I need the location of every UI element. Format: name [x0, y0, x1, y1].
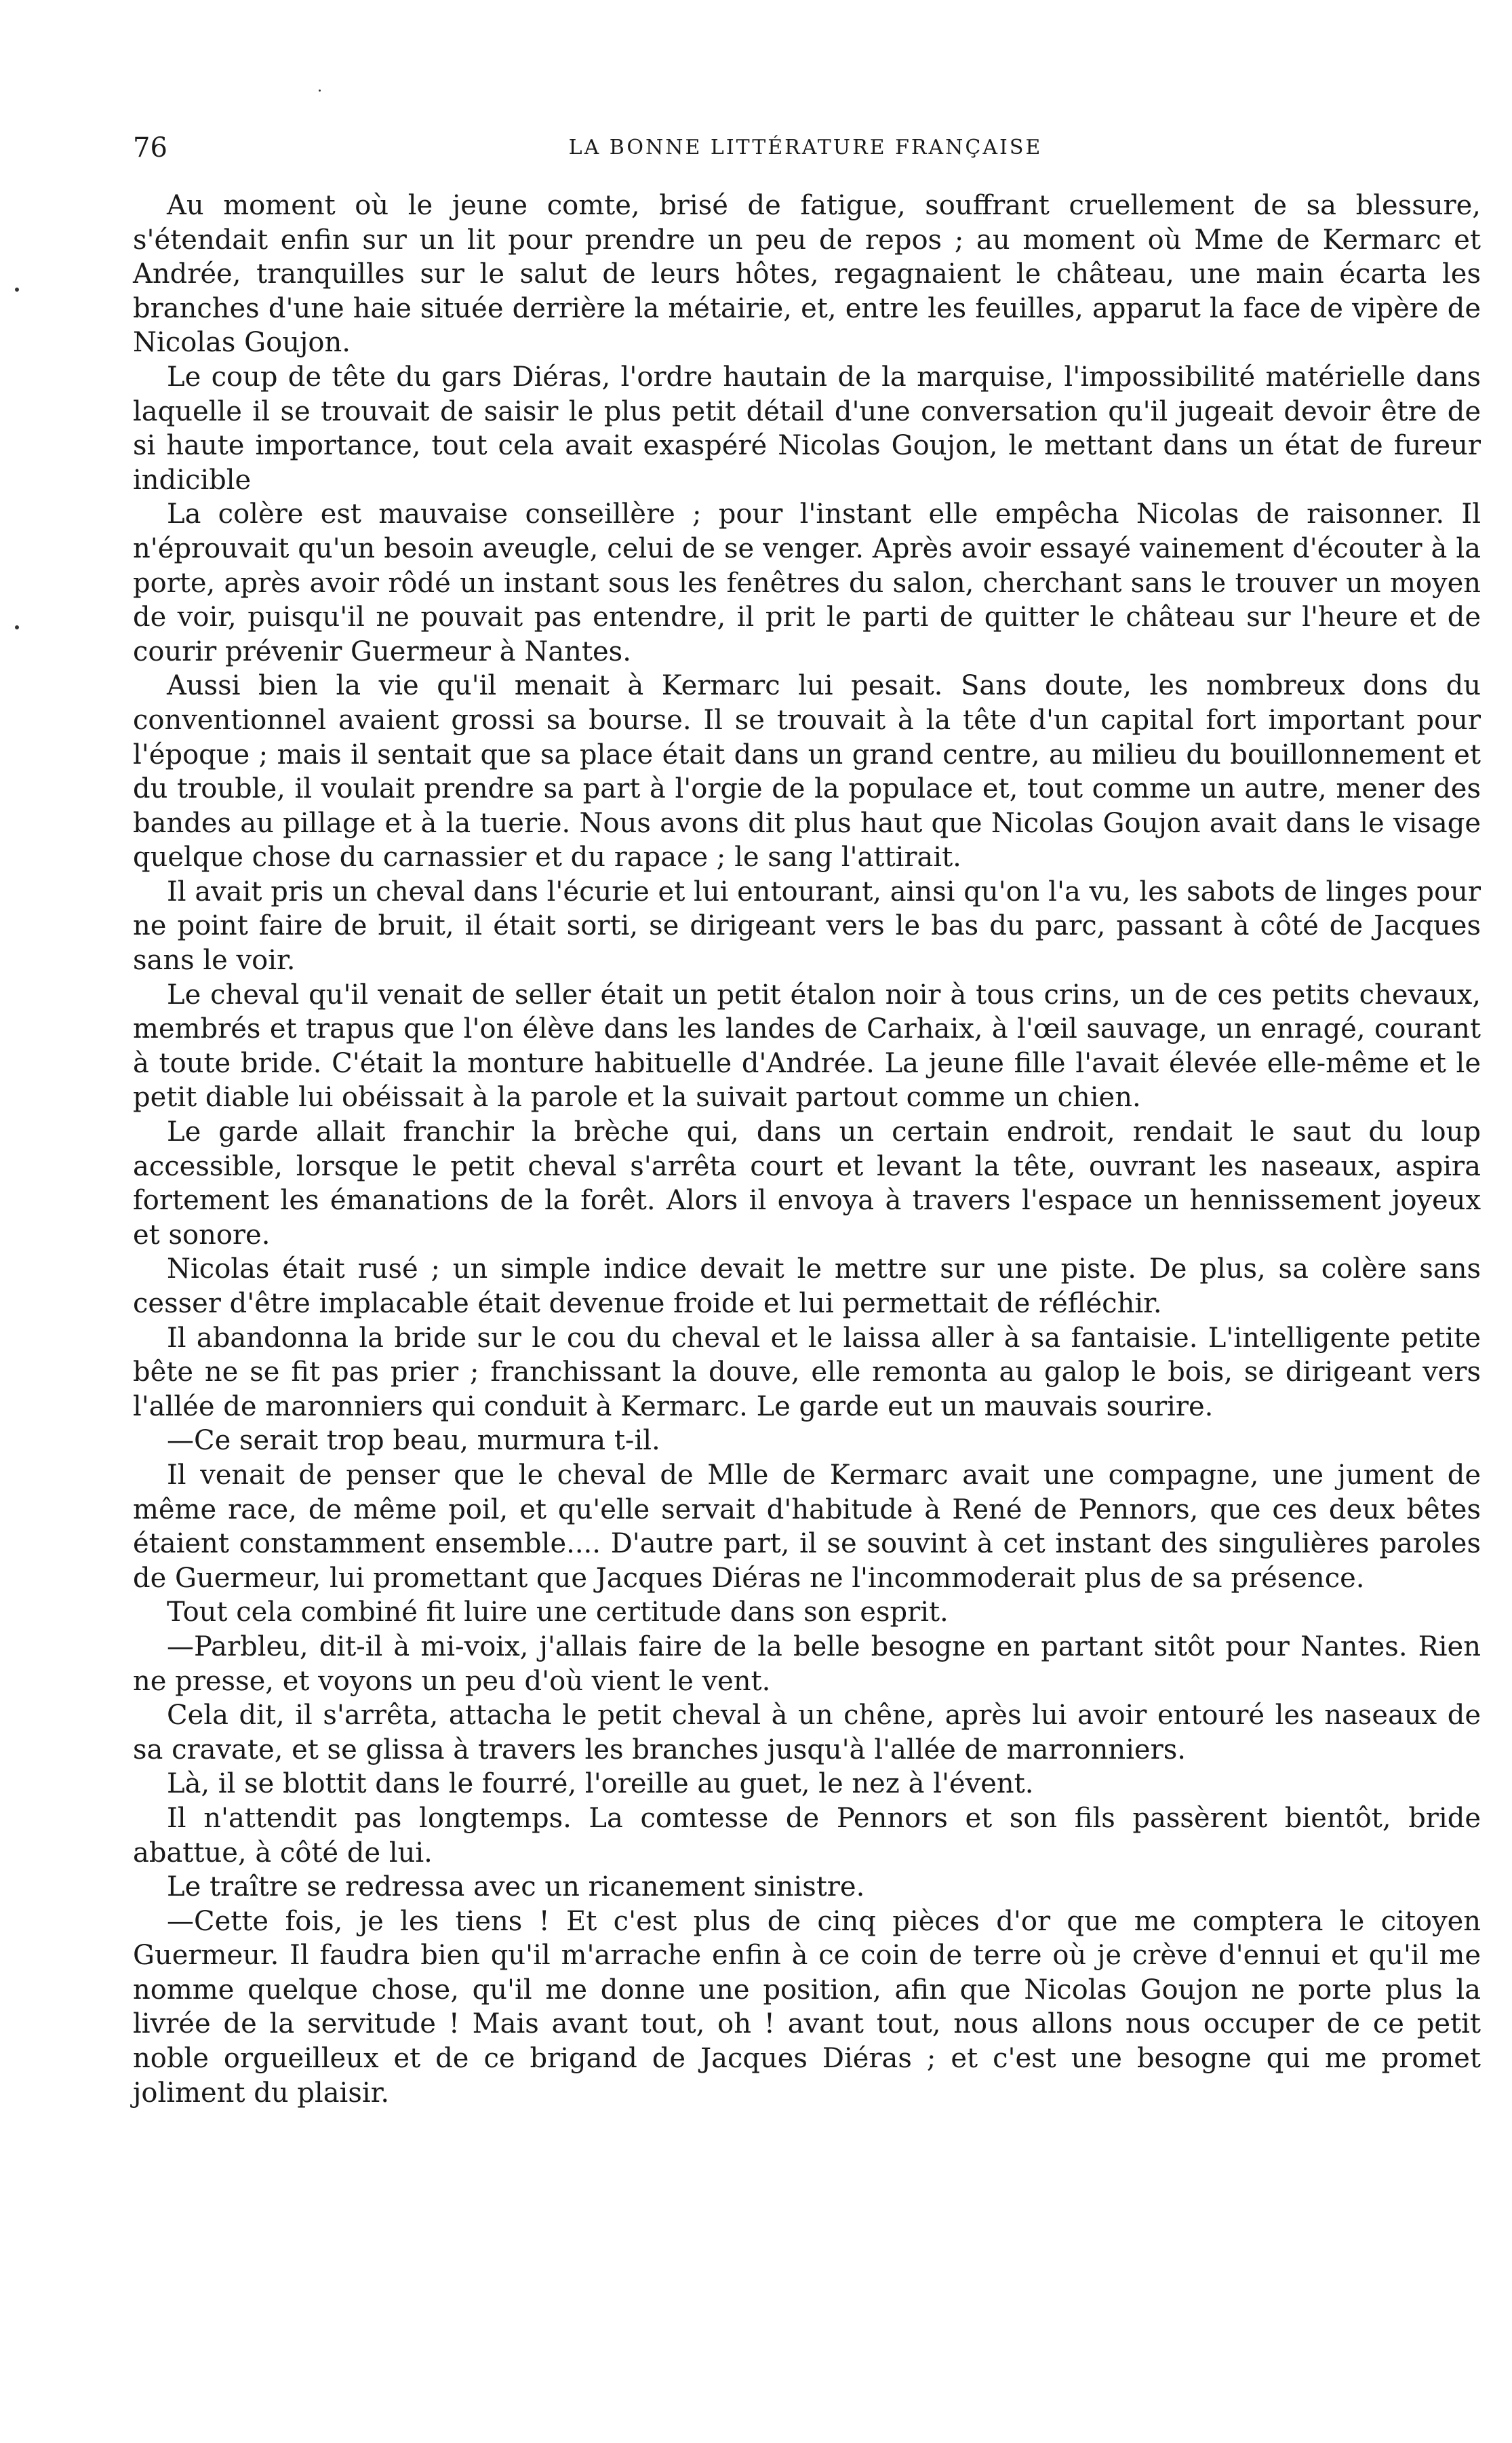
page-number: 76 — [133, 132, 167, 163]
page-header — [133, 128, 1478, 168]
paragraph: Le traître se redressa avec un ricanement sinistre. — [167, 1871, 865, 1903]
margin-mark — [15, 625, 19, 629]
paragraph: Nicolas était rusé ; un simple indice devait le mettre sur une piste. De plus, sa colère sans cesser d'être implacable était devenue froide et lui permettait de réfléchir. — [133, 1253, 1481, 1319]
paragraph: Le cheval qu'il venait de seller était un petit étalon noir à tous crins, un de ces petits chevaux, membrés et trapus que l'on élève dans les landes de Carhaix, à l'œil sauvage, un enragé, courant à toute bride. C'était la monture habituelle d'Andrée. La jeune fille l'avait élevée elle-même et le petit diable lui obéissait à la parole et la suivait partout comme un chien. — [133, 979, 1481, 1114]
paragraph: Le garde allait franchir la brèche qui, dans un certain endroit, rendait le saut du loup accessible, lorsque le petit cheval s'arrêta court et levant la tête, ouvrant les naseaux, aspira fortement les émanations de la forêt. Alors il envoya à travers l'espace un hennissement joyeux et sonore. — [133, 1116, 1481, 1251]
paragraph: La colère est mauvaise conseillère ; pour l'instant elle empêcha Nicolas de raisonner. Il n'éprouvait qu'un besoin aveugle, celui de se venger. Après avoir essayé vainement d'écouter à la porte, après avoir rôdé un instant sous les fenêtres du salon, cherchant sans le trouver un moyen de voir, puisqu'il ne pouvait pas entendre, il prit le parti de quitter le château sur l'heure et de courir prévenir Guermeur à Nantes. — [133, 499, 1481, 667]
running-head: LA BONNE LITTÉRATURE FRANÇAISE — [568, 136, 1043, 159]
paragraph: Là, il se blottit dans le fourré, l'oreille au guet, le nez à l'évent. — [167, 1768, 1034, 1800]
paragraph: Il venait de penser que le cheval de Mlle de Kermarc avait une compagne, une jument de même race, de même poil, et qu'elle servait d'habitude à René de Pennors, que ces deux bêtes étaient constamment ensemble.... D'autre part, il se souvint à cet instant des singulières paroles de Guermeur, lui promettant que Jacques Diéras ne l'incommoderait plus de sa présence. — [133, 1459, 1481, 1594]
paragraph: Le coup de tête du gars Diéras, l'ordre hautain de la marquise, l'impossibilité matérielle dans laquelle il se trouvait de saisir le plus petit détail d'une conversation qu'il jugeait devoir être de si haute importance, tout cela avait exaspéré Nicolas Goujon, le mettant dans un état de fureur indicible — [133, 361, 1481, 496]
paragraph: Au moment où le jeune comte, brisé de fatigue, souffrant cruellement de sa blessure, s'étendait enfin sur un lit pour prendre un peu de repos ; au moment où Mme de Kermarc et Andrée, tranquilles sur le salut de leurs hôtes, regagnaient le château, une main écarta les branches d'une haie située derrière la métairie, et, entre les feuilles, apparut la face de vipère de Nicolas Goujon. — [133, 190, 1481, 359]
paragraph: Il abandonna la bride sur le cou du cheval et le laissa aller à sa fantaisie. L'intelligente petite bête ne se fit pas prier ; franchissant la douve, elle remonta au galop le bois, se dirigeant vers l'allée de maronniers qui conduit à Kermarc. Le garde eut un mauvais sourire. — [133, 1322, 1481, 1422]
paragraph: Cela dit, il s'arrêta, attacha le petit cheval à un chêne, après lui avoir entouré les naseaux de sa cravate, et se glissa à travers les branches jusqu'à l'allée de marronniers. — [133, 1700, 1481, 1765]
paragraph: Aussi bien la vie qu'il menait à Kermarc lui pesait. Sans doute, les nombreux dons du conventionnel avaient grossi sa bourse. Il se trouvait à la tête d'un capital fort important pour l'époque ; mais il sentait que sa place était dans un grand centre, au milieu du bouillonnement et du trouble, il voulait prendre sa part à l'orgie de la populace et, tout comme un autre, mener des bandes au pillage et à la tuerie. Nous avons dit plus haut que Nicolas Goujon avait dans le visage quelque chose du carnassier et du rapace ; le sang l'attirait. — [133, 670, 1481, 874]
paragraph: Tout cela combiné fit luire une certitude dans son esprit. — [167, 1597, 949, 1628]
paragraph: Il avait pris un cheval dans l'écurie et lui entourant, ainsi qu'on l'a vu, les sabots de linges pour ne point faire de bruit, il était sorti, se dirigeant vers le bas du parc, passant à côté de Jacques sans le voir. — [133, 876, 1481, 977]
dialogue-line: —Ce serait trop beau, murmura t-il. — [167, 1425, 660, 1457]
dialogue-line: —Parbleu, dit-il à mi-voix, j'allais faire de la belle besogne en partant sitôt pour Nantes. Rien ne presse, et voyons un peu d'où vient le vent. — [133, 1630, 1481, 1697]
body-text — [133, 189, 1481, 2110]
dialogue-line: —Cette fois, je les tiens ! Et c'est plus de cinq pièces d'or que me comptera le citoyen Guermeur. Il faudra bien qu'il m'arrache enfin à ce coin de terre où je crève d'ennui et qu'il me nomme quelque chose, qu'il me donne une position, afin que Nicolas Goujon ne porte plus la livrée de la servitude ! Mais avant tout, oh ! avant tout, nous allons nous occuper de ce petit noble orgueilleux et de ce brigand de Jacques Diéras ; et c'est une besogne qui me promet joliment du plaisir. — [133, 1905, 1481, 2109]
margin-mark — [319, 90, 321, 92]
paragraph: Il n'attendit pas longtemps. La comtesse de Pennors et son fils passèrent bientôt, bride abattue, à côté de lui. — [133, 1802, 1481, 1869]
margin-mark — [15, 288, 19, 292]
